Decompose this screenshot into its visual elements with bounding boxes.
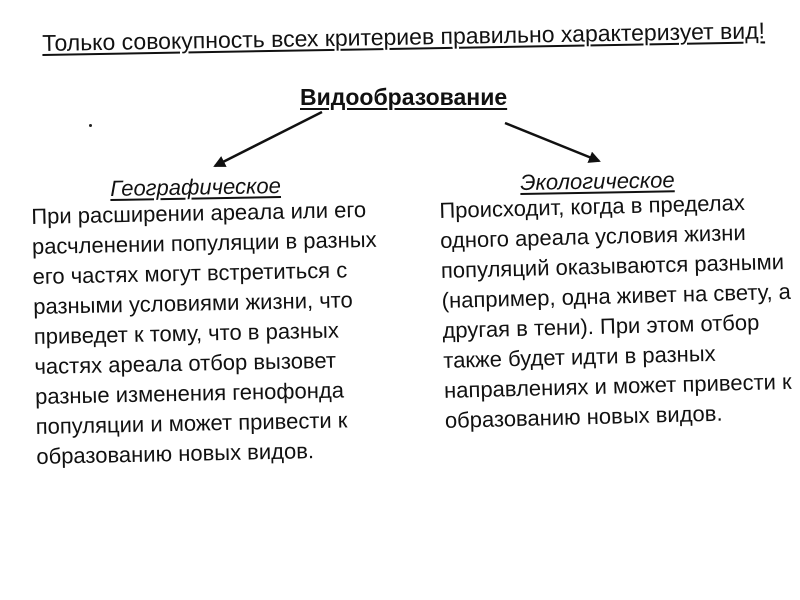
diagram-title: Видообразование <box>300 84 508 110</box>
geographic-title: Географическое <box>109 173 282 201</box>
geographic-description: При расширении ареала или его расчленении популяции в разных его частях могут встретиться с разными условиями жизни, что приведет к тому, что в разных частях ареала отбор вызовет разные изменения генофонда популяции и может привести к образованию новых видов. <box>31 196 377 469</box>
arrow-left <box>215 112 322 166</box>
top-note: Только совокупность всех критериев правильно характеризует вид! <box>42 17 766 56</box>
ecological-title: Экологическое <box>519 167 675 195</box>
stray-dot <box>89 124 92 127</box>
ecological-description: Происходит, когда в пределах одного ареала условия жизни популяций оказываются разными (например, одна живет на свету, а другая в тени). При этом отбор также будет идти в разных направлениях и может привести к образованию новых видов. <box>439 190 792 433</box>
arrow-right <box>505 123 599 161</box>
